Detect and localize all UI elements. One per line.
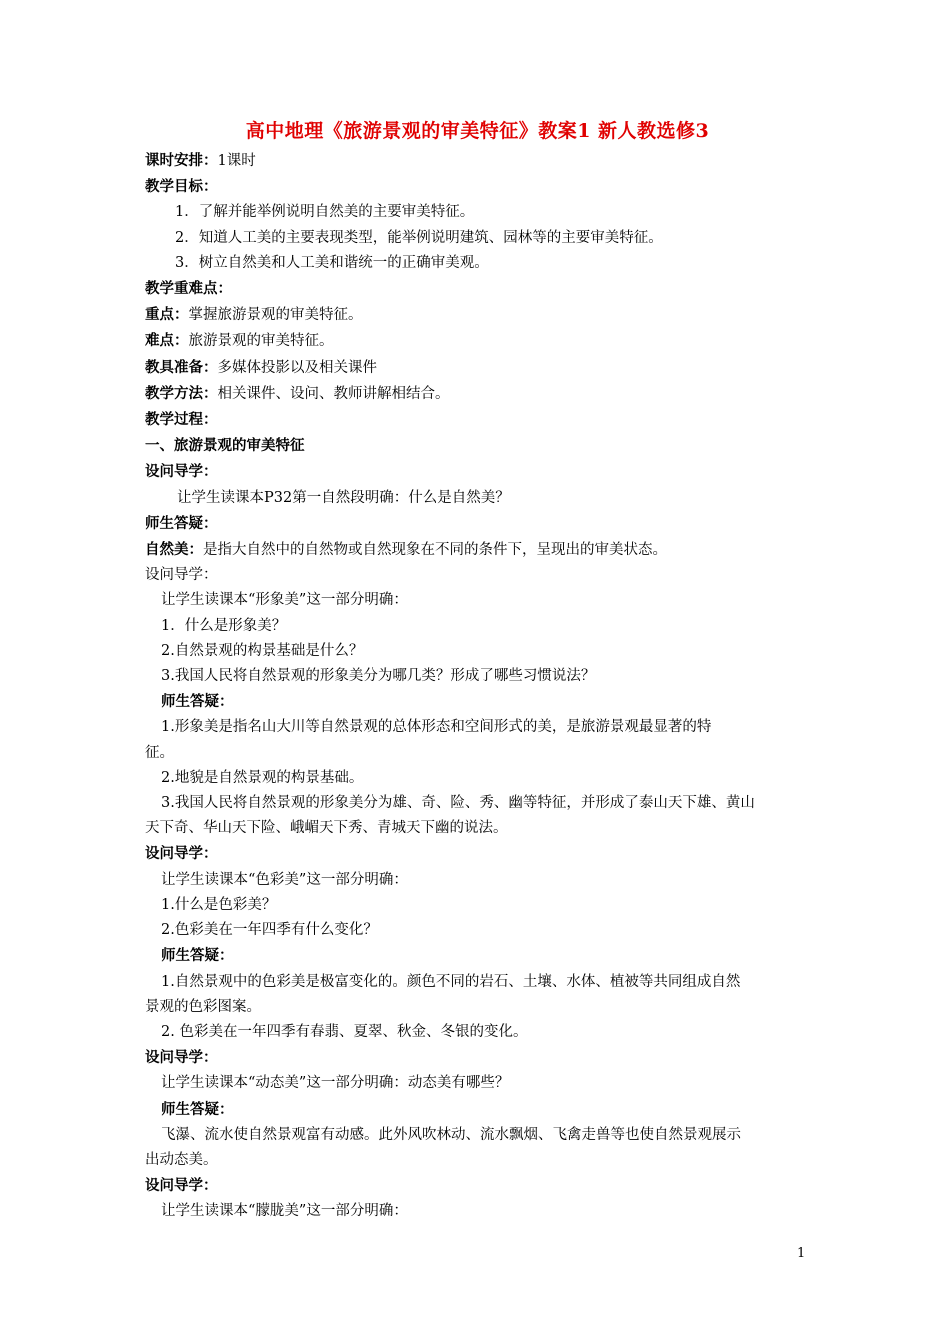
line-label: 师生答疑： — [161, 1100, 234, 1118]
line-label: 设问导学： — [145, 463, 218, 481]
line-text: 多媒体投影以及相关课件 — [217, 359, 377, 376]
text-line — [145, 355, 810, 381]
text-line — [145, 970, 810, 995]
text-line — [145, 664, 810, 689]
line-text: 1课时 — [217, 153, 256, 169]
line-label: 自然美： — [145, 541, 203, 559]
line-text: 让学生读课本P32第一自然段明确：什么是自然美？ — [177, 489, 510, 506]
line-text: 让学生读课本“朦胧美”这一部分明确： — [161, 1203, 408, 1220]
document-title: 高中地理《旅游景观的审美特征》教案1 新人教选修3 — [245, 120, 710, 142]
line-text: 天下奇、华山天下险、峨嵋天下秀、青城天下幽的说法。 — [145, 820, 508, 837]
text-line — [145, 251, 810, 276]
line-text: 出动态美。 — [145, 1151, 218, 1168]
line-text: 3.我国人民将自然景观的形象美分为哪几类？形成了哪些习惯说法？ — [161, 668, 596, 685]
line-text: 飞瀑、流水使自然景观富有动感。此外风吹林动、流水飘烟、飞禽走兽等也使自然景观展示 — [161, 1126, 741, 1143]
text-line — [145, 1045, 810, 1071]
line-text: 征。 — [145, 744, 174, 761]
text-line — [145, 459, 810, 485]
line-text: 设问导学： — [145, 567, 218, 584]
line-text: 1.形象美是指名山大川等自然景观的总体形态和空间形式的美，是旅游景观最显著的特 — [161, 719, 712, 736]
text-line — [145, 148, 810, 174]
text-line — [145, 537, 810, 563]
text-line — [145, 841, 810, 867]
text-line — [145, 1123, 810, 1148]
text-line — [145, 328, 810, 354]
line-text: 3.我国人民将自然景观的形象美分为雄、奇、险、秀、幽等特征，并形成了泰山天下雄、黄山 — [161, 795, 755, 812]
text-line — [145, 1071, 810, 1096]
line-text: 1.自然景观中的色彩美是极富变化的。颜色不同的岩石、土壤、水体、植被等共同组成自然 — [161, 973, 741, 990]
line-text: 旅游景观的审美特征。 — [188, 333, 334, 350]
text-line — [145, 639, 810, 664]
text-line — [145, 226, 810, 251]
text-line — [145, 918, 810, 943]
text-line — [145, 302, 810, 328]
line-label: 课时安排： — [145, 152, 218, 169]
line-text: 1．什么是形象美？ — [161, 617, 287, 634]
text-line — [145, 766, 810, 791]
text-line — [145, 433, 810, 459]
text-line — [145, 511, 810, 537]
text-line — [145, 174, 810, 200]
document-page — [145, 118, 810, 1225]
text-line — [145, 614, 810, 639]
text-line — [145, 407, 810, 433]
line-label: 教学过程： — [145, 411, 218, 429]
line-text: 2.色彩美在一年四季有什么变化？ — [161, 922, 378, 939]
line-label: 设问导学： — [145, 845, 218, 863]
line-text: 2．知道人工美的主要表现类型，能举例说明建筑、园林等的主要审美特征。 — [175, 229, 663, 246]
line-label: 师生答疑： — [161, 947, 234, 965]
line-label: 教学目标： — [145, 178, 218, 196]
text-line — [145, 276, 810, 302]
text-line — [145, 1148, 810, 1173]
line-label: 教具准备： — [145, 358, 218, 376]
line-text: 2.地貌是自然景观的构景基础。 — [161, 769, 364, 786]
line-text: 1．了解并能举例说明自然美的主要审美特征。 — [175, 204, 475, 221]
line-label: 难点： — [145, 332, 189, 350]
line-text: 掌握旅游景观的审美特征。 — [188, 307, 363, 324]
line-text: 是指大自然中的自然物或自然现象在不同的条件下，呈现出的审美状态。 — [203, 542, 667, 559]
line-text: 相关课件、设问、教师讲解相结合。 — [217, 385, 450, 402]
line-label: 教学重难点： — [145, 280, 232, 298]
line-text: 让学生读课本“色彩美”这一部分明确： — [161, 871, 408, 888]
text-line — [145, 689, 810, 715]
text-line — [145, 1097, 810, 1123]
text-line — [145, 995, 810, 1020]
line-label: 重点： — [145, 306, 189, 324]
page-number: 1 — [797, 1246, 806, 1261]
document-body — [145, 148, 810, 1225]
text-line — [145, 715, 810, 740]
line-text: 3．树立自然美和人工美和谐统一的正确审美观。 — [175, 254, 489, 271]
text-line — [145, 1020, 810, 1045]
text-line — [145, 381, 810, 407]
line-text: 让学生读课本“动态美”这一部分明确：动态美有哪些？ — [161, 1075, 510, 1092]
text-line — [145, 868, 810, 893]
line-label: 师生答疑： — [161, 693, 234, 711]
text-line — [145, 893, 810, 918]
line-label: 设问导学： — [145, 1177, 218, 1195]
text-line — [145, 816, 810, 841]
line-text: 景观的色彩图案。 — [145, 998, 261, 1015]
line-text: 2.自然景观的构景基础是什么？ — [161, 642, 364, 659]
text-line — [145, 1199, 810, 1224]
line-text: 让学生读课本“形象美”这一部分明确： — [161, 592, 408, 609]
text-line — [145, 563, 810, 588]
line-text: 2. 色彩美在一年四季有春翡、夏翠、秋金、冬银的变化。 — [161, 1023, 528, 1040]
text-line — [145, 1173, 810, 1199]
text-line — [145, 486, 810, 511]
line-label: 教学方法： — [145, 384, 218, 402]
text-line — [145, 791, 810, 816]
line-label: 师生答疑： — [145, 514, 218, 532]
line-label: 设问导学： — [145, 1049, 218, 1067]
line-label: 一、旅游景观的审美特征 — [145, 437, 305, 455]
text-line — [145, 741, 810, 766]
text-line — [145, 943, 810, 969]
line-text: 1.什么是色彩美？ — [161, 896, 277, 913]
text-line — [145, 200, 810, 225]
text-line — [145, 588, 810, 613]
